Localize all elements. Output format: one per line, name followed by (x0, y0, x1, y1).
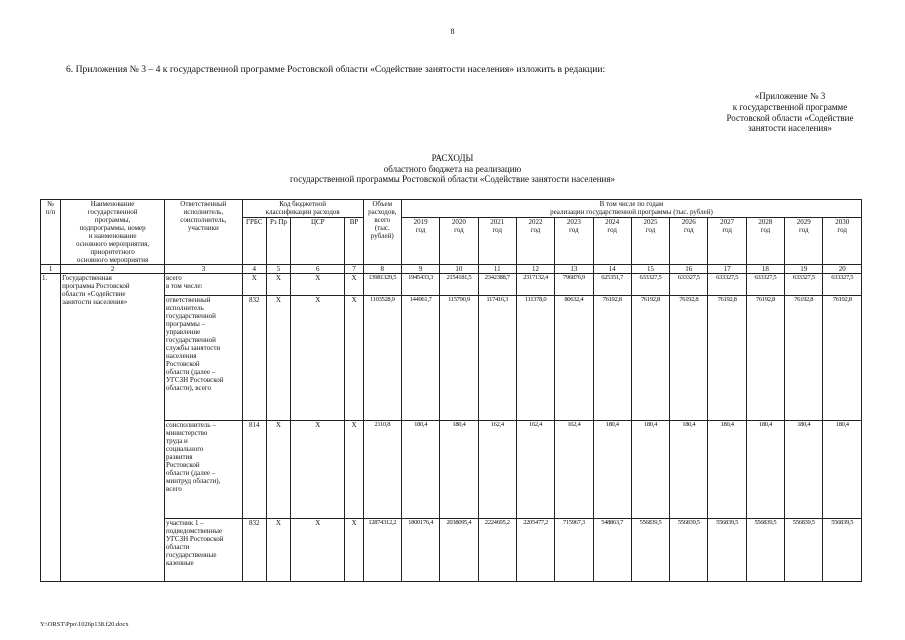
row-year-value: 115790,9 (440, 296, 478, 421)
header-years-group: В том числе по годам реализации государственной программы (тыс. рублей) (401, 200, 861, 218)
row-total: 13981329,5 (363, 274, 401, 296)
expenses-table (40, 199, 862, 582)
column-index: 4 (242, 265, 266, 274)
column-index: 18 (746, 265, 784, 274)
column-index: 13 (555, 265, 593, 274)
row-year-value: 144961,7 (401, 296, 439, 421)
row-grbs: 814 (242, 421, 266, 519)
header-year: 2020 год (440, 218, 478, 265)
row-rzpr: Х (266, 519, 290, 582)
column-index: 11 (478, 265, 516, 274)
header-volume: Объем расходов, всего (тыс. рублей) (363, 200, 401, 265)
appendix-line: занятости населения» (748, 123, 832, 134)
row-csr: Х (291, 274, 345, 296)
row-executor: ответственный исполнитель государственной программы – управление государственной службы занятости населения Ростовской области (далее – УГСЗН Ростовской области), всего (165, 296, 243, 421)
header-year: 2025 год (631, 218, 669, 265)
table-row (41, 519, 862, 582)
header-csr: ЦСР (291, 218, 345, 265)
row-year-value: 633327,5 (785, 274, 823, 296)
row-csr: Х (291, 296, 345, 421)
row-year-value: 1945433,3 (401, 274, 439, 296)
appendix-line: к государственной программе (732, 101, 848, 112)
row-year-value: 180,4 (401, 421, 439, 519)
heading-line: государственной программы Ростовской области «Содействие занятости населения» (290, 174, 615, 185)
appendix-caption (690, 91, 890, 134)
row-year-value: 76192,8 (785, 296, 823, 421)
row-year-value: 76192,8 (746, 296, 784, 421)
intro-text: 6. Приложения № 3 – 4 к государственной программе Ростовской области «Содействие занятости населения» изложить в редакции: (66, 64, 606, 75)
heading-line: областного бюджета на реализацию (383, 163, 522, 174)
column-index: 1 (41, 265, 61, 274)
row-year-value: 180,4 (823, 421, 862, 519)
header-budget-code: Код бюджетной классификации расходов (242, 200, 363, 218)
row-year-value: 2154181,5 (440, 274, 478, 296)
header-grbs: ГРБС (242, 218, 266, 265)
column-index: 17 (708, 265, 746, 274)
table-row (41, 421, 862, 519)
row-year-value: 162,4 (516, 421, 554, 519)
row-year-value: 76192,8 (670, 296, 708, 421)
row-year-value: 556839,5 (670, 519, 708, 582)
row-year-value: 633327,5 (823, 274, 862, 296)
header-vr: ВР (345, 218, 363, 265)
header-year: 2022 год (516, 218, 554, 265)
header-year: 2023 год (555, 218, 593, 265)
row-year-value: 633327,5 (631, 274, 669, 296)
table-row (41, 296, 862, 421)
row-grbs: Х (242, 274, 266, 296)
row-year-value: 633327,5 (670, 274, 708, 296)
column-index: 8 (363, 265, 401, 274)
row-year-value: 76192,8 (631, 296, 669, 421)
column-index: 16 (670, 265, 708, 274)
row-total: 2110,8 (363, 421, 401, 519)
row-year-value: 556839,5 (708, 519, 746, 582)
row-year-value: 625351,7 (593, 274, 631, 296)
row-year-value: 633327,5 (746, 274, 784, 296)
heading-title: РАСХОДЫ (431, 153, 474, 163)
table-row (41, 274, 862, 296)
row-year-value: 117416,3 (478, 296, 516, 421)
row-num: 1. (41, 274, 61, 582)
column-index: 2 (61, 265, 165, 274)
column-index: 5 (266, 265, 290, 274)
row-rzpr: Х (266, 421, 290, 519)
row-grbs: 832 (242, 519, 266, 582)
column-index: 14 (593, 265, 631, 274)
row-rzpr: Х (266, 274, 290, 296)
column-index: 7 (345, 265, 363, 274)
column-index: 10 (440, 265, 478, 274)
header-year: 2029 год (785, 218, 823, 265)
row-vr: Х (345, 296, 363, 421)
row-year-value: 556839,5 (631, 519, 669, 582)
row-year-value: 162,4 (555, 421, 593, 519)
row-year-value: 111378,0 (516, 296, 554, 421)
row-vr: Х (345, 421, 363, 519)
header-year: 2027 год (708, 218, 746, 265)
row-year-value: 2342388,7 (478, 274, 516, 296)
row-year-value: 2038095,4 (440, 519, 478, 582)
row-grbs: 832 (242, 296, 266, 421)
row-year-value: 715967,3 (555, 519, 593, 582)
row-year-value: 556839,5 (746, 519, 784, 582)
header-num: № п/п (41, 200, 61, 265)
row-year-value: 76192,8 (708, 296, 746, 421)
column-index: 19 (785, 265, 823, 274)
row-year-value: 2205477,2 (516, 519, 554, 582)
row-year-value: 80632,4 (555, 296, 593, 421)
column-index: 20 (823, 265, 862, 274)
header-rzpr: Рз Пр (266, 218, 290, 265)
row-csr: Х (291, 421, 345, 519)
file-path: Y:\ORST\Ppo\1026p138.f20.docx (40, 621, 129, 628)
row-year-value: 180,4 (746, 421, 784, 519)
table-heading (0, 153, 905, 185)
row-year-value: 796876,9 (555, 274, 593, 296)
header-year: 2028 год (746, 218, 784, 265)
row-year-value: 180,4 (631, 421, 669, 519)
row-vr: Х (345, 519, 363, 582)
row-executor: соисполнитель – министерство труда и социального развития Ростовской области (далее – минтруд области), всего (165, 421, 243, 519)
column-index: 15 (631, 265, 669, 274)
row-executor: всего в том числе: (165, 274, 243, 296)
header-name: Наименование государственной программы, подпрограммы, номер и наименование основного мероприятия, приоритетного основного мероприятия (61, 200, 165, 265)
column-index: 6 (291, 265, 345, 274)
row-year-value: 556839,5 (823, 519, 862, 582)
row-year-value: 633327,5 (708, 274, 746, 296)
appendix-line: «Приложение № 3 (754, 91, 826, 101)
row-year-value: 548863,7 (593, 519, 631, 582)
page-number: 8 (450, 27, 455, 36)
row-csr: Х (291, 519, 345, 582)
header-year: 2021 год (478, 218, 516, 265)
row-year-value: 556839,5 (785, 519, 823, 582)
row-year-value: 162,4 (478, 421, 516, 519)
row-year-value: 180,4 (670, 421, 708, 519)
header-year: 2026 год (670, 218, 708, 265)
header-year: 2019 год (401, 218, 439, 265)
row-name: Государственная программа Ростовской области «Содействие занятости населения» (61, 274, 165, 582)
column-index: 3 (165, 265, 243, 274)
header-year: 2030 год (823, 218, 862, 265)
appendix-line: Ростовской области «Содействие (726, 112, 854, 123)
row-rzpr: Х (266, 296, 290, 421)
row-total: 12874312,2 (363, 519, 401, 582)
header-executor: Ответственный исполнитель, соисполнитель, участники (165, 200, 243, 265)
column-index: 12 (516, 265, 554, 274)
row-year-value: 76192,8 (593, 296, 631, 421)
row-executor: участник 1 – подведомственные УГСЗН Ростовской области государственные казенные (165, 519, 243, 582)
row-year-value: 180,4 (440, 421, 478, 519)
row-year-value: 2317132,4 (516, 274, 554, 296)
row-year-value: 76192,8 (823, 296, 862, 421)
row-year-value: 180,4 (785, 421, 823, 519)
column-index: 9 (401, 265, 439, 274)
row-year-value: 2224695,2 (478, 519, 516, 582)
row-vr: Х (345, 274, 363, 296)
row-total: 1103528,9 (363, 296, 401, 421)
header-year: 2024 год (593, 218, 631, 265)
row-year-value: 180,4 (708, 421, 746, 519)
row-year-value: 1800176,4 (401, 519, 439, 582)
row-year-value: 180,4 (593, 421, 631, 519)
